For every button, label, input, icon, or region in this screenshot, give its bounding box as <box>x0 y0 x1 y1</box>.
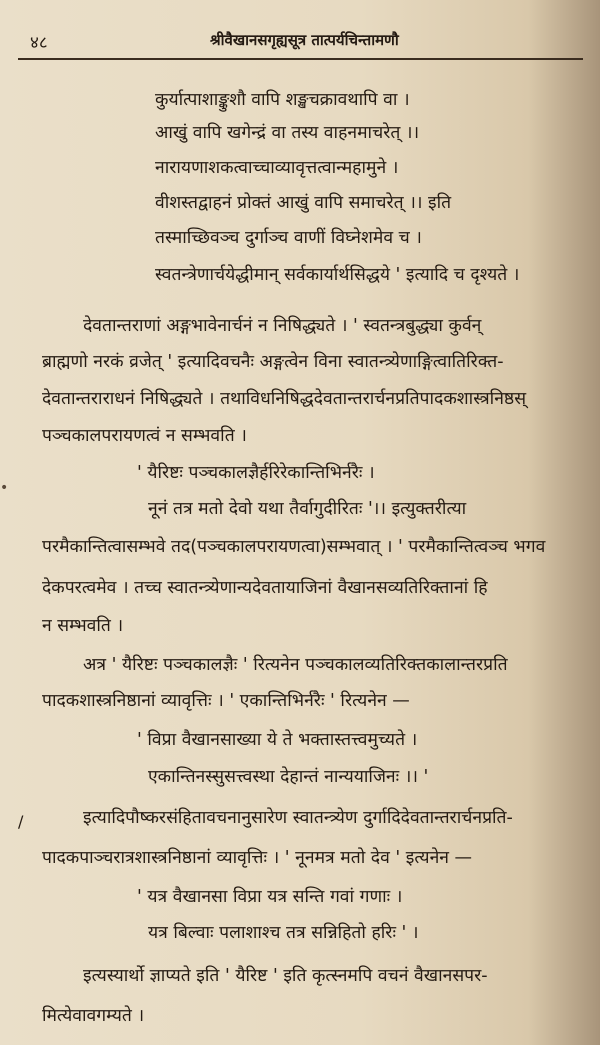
margin-mark: / <box>18 812 24 831</box>
text-line: परमैकान्तित्वासम्भवे तद(पञ्चकालपरायणत्वा)सम्भवात् । ' परमैकान्तित्वञ्च भगव <box>42 537 546 557</box>
text-line: देवतान्तराराधनं निषिद्ध्यते । तथाविधनिषिद्धदेवतान्तरार्चनप्रतिपादकशास्त्रनिष्ठस् <box>42 389 527 409</box>
text-line: ' यत्र वैखानसा विप्रा यत्र सन्ति गवां गणाः । <box>137 887 403 907</box>
text-line: देवतान्तराणां अङ्गभावेनार्चनं न निषिद्ध्यते । ' स्वतन्त्रबुद्ध्या कुर्वन् <box>83 316 482 336</box>
text-line: यत्र बिल्वाः पलाशाश्च तत्र सन्निहितो हरिः ' । <box>148 923 419 943</box>
text-line: ' विप्रा वैखानसाख्या ये ते भक्तास्तत्त्वमुच्यते । <box>137 730 418 750</box>
text-line: आखुं वापि खगेन्द्रं वा तस्य वाहनमाचरेत् ।। <box>155 123 420 143</box>
text-line: नारायणाशकत्वाच्चाव्यावृत्तत्वान्महामुने । <box>155 158 399 178</box>
page-header <box>20 30 580 58</box>
page-number: ४८ <box>30 33 48 53</box>
text-line: स्वतन्त्रेणार्चयेद्धीमान् सर्वकार्यार्थसिद्धये ' इत्यादि च दृश्यते । <box>155 265 520 285</box>
text-line: ' यैरिष्टः पञ्चकालज्ञैर्हरिरेकान्तिभिर्नरैः । <box>137 463 375 483</box>
text-line: एकान्तिनस्सुसत्त्वस्था देहान्तं नान्ययाजिनः ।। ' <box>148 767 429 787</box>
edge-mark: • <box>0 480 9 496</box>
text-line: मित्येवावगम्यते । <box>42 1006 145 1026</box>
text-line: पादकपाञ्चरात्रशास्त्रनिष्ठानां व्यावृत्तिः । ' नूनमत्र मतो देव ' इत्यनेन — <box>42 848 473 868</box>
text-line: ब्राह्मणो नरकं व्रजेत् ' इत्यादिवचनैः अङ्गत्वेन विना स्वातन्त्र्येणाङ्गित्वातिरिक्त- <box>42 352 504 372</box>
text-line: देकपरत्वमेव । तच्च स्वातन्त्र्येणान्यदेवतायाजिनां वैखानसव्यतिरिक्तानां हि <box>42 578 488 598</box>
text-line: वीशस्तद्वाहनं प्रोक्तं आखुं वापि समाचरेत् ।। इति <box>155 193 452 213</box>
text-line: इत्यस्यार्थो ज्ञाप्यते इति ' यैरिष्ट ' इति कृत्स्नमपि वचनं वैखानसपर- <box>83 966 488 986</box>
text-line: पादकशास्त्रनिष्ठानां व्यावृत्तिः । ' एकान्तिभिर्नरैः ' रित्यनेन — <box>42 691 410 711</box>
text-line: नूनं तत्र मतो देवो यथा तैर्वागुदीरितः '।। इत्युक्तरीत्या <box>148 499 467 519</box>
text-line: पञ्चकालपरायणत्वं न सम्भवति । <box>42 426 247 446</box>
text-line: तस्माच्छिवञ्च दुर्गाञ्च वाणीं विघ्नेशमेव च । <box>155 228 422 248</box>
running-title: श्रीवैखानसगृह्यसूत्र तात्पर्यचिन्तामणौ <box>210 31 399 49</box>
header-rule <box>18 58 583 60</box>
text-line: अत्र ' यैरिष्टः पञ्चकालज्ञैः ' रित्यनेन पञ्चकालव्यतिरिक्तकालान्तरप्रति <box>83 655 508 675</box>
text-line: न सम्भवति । <box>42 616 124 636</box>
text-line: कुर्यात्पाशाङ्कुशौ वापि शङ्खचक्रावथापि वा । <box>155 90 410 110</box>
text-line: इत्यादिपौष्करसंहितावचनानुसारेण स्वातन्त्र्येण दुर्गादिदेवतान्तरार्चनप्रति- <box>83 808 513 828</box>
